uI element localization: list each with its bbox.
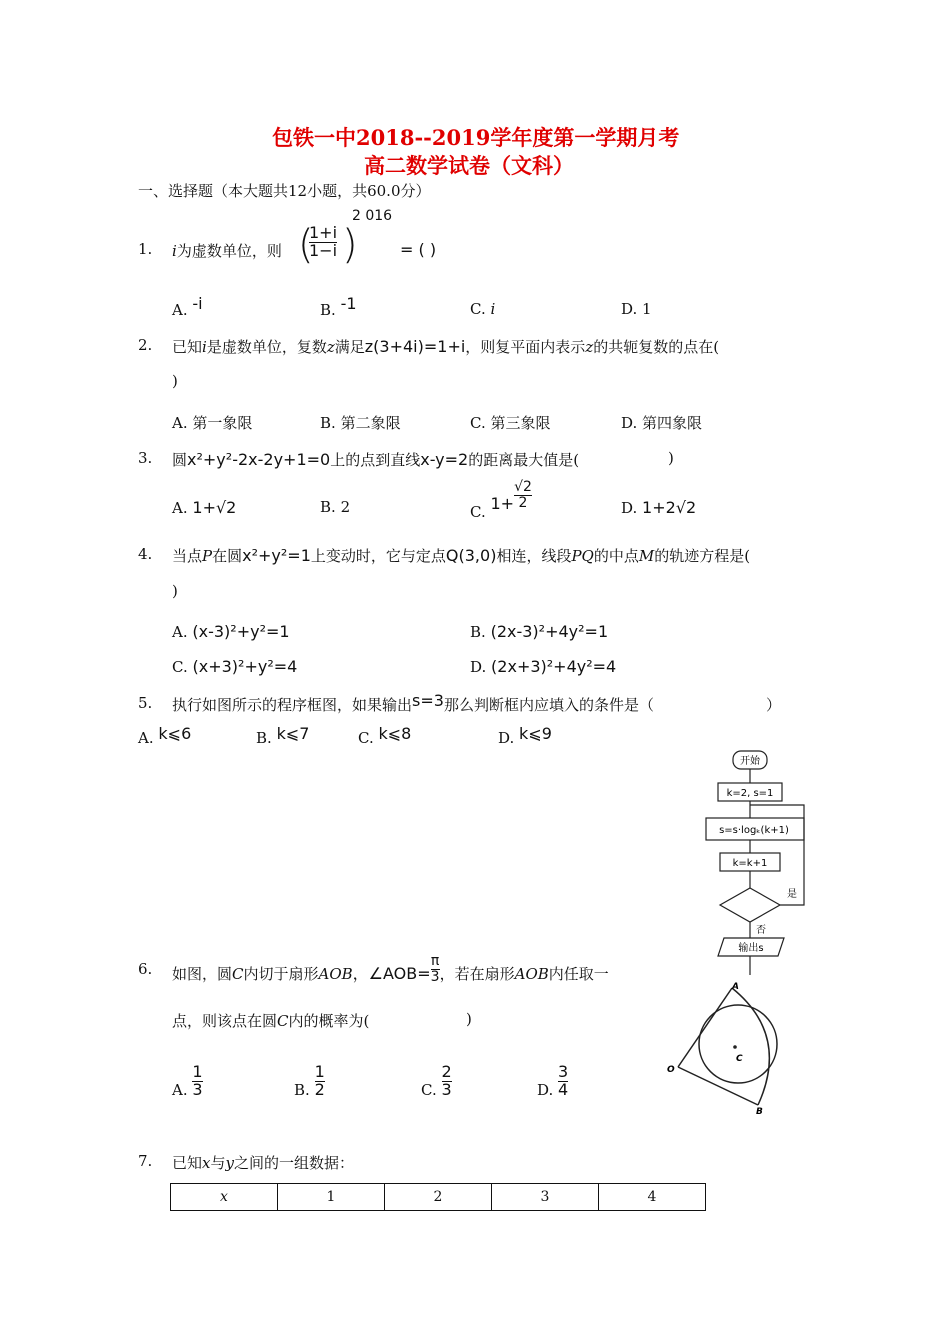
label-a: A — [732, 982, 739, 992]
q1-opt-c-label: C. — [470, 300, 486, 318]
q2-var-z: z — [326, 338, 335, 356]
flow-decision — [720, 888, 780, 922]
q6-opt-c-label: C. — [421, 1081, 437, 1100]
q6-opt-b-label: B. — [294, 1081, 310, 1100]
q6-stem — [172, 953, 609, 990]
q2-opt-a: 第一象限 — [192, 414, 253, 432]
q5-opt-d: k⩽9 — [519, 724, 552, 743]
table-row — [171, 1184, 706, 1211]
title-line-1: 包铁一中2018--2019学年度第一学期月考 — [272, 125, 680, 150]
q2-var-i: i — [202, 338, 207, 356]
q3-equation-line: x-y=2 — [420, 450, 469, 469]
q1-exponent: 2 016 — [352, 208, 393, 224]
q3-text-1: 圆 — [172, 451, 188, 469]
q3-number: 3. — [138, 449, 153, 467]
q4-text-1: 当点 — [172, 547, 203, 565]
q4-text-2: 在圆 — [212, 547, 243, 565]
table-header-x: x — [171, 1184, 278, 1211]
q7-text-1: 已知 — [172, 1154, 203, 1172]
q6-opt-d-den: 4 — [558, 1079, 569, 1099]
q2-equation: z(3+4i)=1+i — [364, 337, 466, 356]
q4-opt-d: (2x+3)²+4y²=4 — [491, 657, 617, 676]
q6-text-1: 如图，圆 — [172, 965, 233, 984]
q6-opt-b-num: 1 — [314, 1062, 325, 1081]
q6-opt-a-num: 1 — [192, 1062, 203, 1081]
q1-frac-den: 1−i — [309, 240, 338, 260]
q3-text-3: 的距离最大值是( — [468, 451, 580, 469]
title-line-2: 高二数学试卷（文科） — [364, 153, 574, 178]
q2-opt-d: 第四象限 — [642, 414, 703, 432]
flow-yes-text: 是 — [787, 889, 797, 900]
q3-opt-c-den: 2 — [518, 494, 528, 511]
q2-number: 2. — [138, 336, 153, 354]
q1-paren-left: ( — [298, 222, 314, 268]
label-c: C — [736, 1054, 743, 1064]
q1-opt-c: i — [490, 300, 496, 318]
q7-data-table — [170, 1183, 706, 1211]
q2-opt-c-label: C. — [470, 414, 486, 432]
q6-opt-d-label: D. — [537, 1081, 554, 1100]
table-cell: 1 — [278, 1184, 385, 1211]
q2-opt-d-label: D. — [621, 414, 638, 432]
q7-stem — [172, 1152, 354, 1173]
flow-start-text: 开始 — [740, 756, 760, 767]
q5-equation: s=3 — [412, 691, 444, 710]
q2-text-3: 满足 — [334, 338, 365, 356]
q6-angle: ，∠AOB= — [352, 964, 431, 984]
q4-opt-d-label: D. — [470, 658, 487, 676]
q6-opt-d — [537, 1064, 568, 1099]
q6-frac-num: π — [430, 953, 440, 969]
q3-close-paren: ) — [668, 449, 674, 467]
q6-frac-den: 3 — [430, 968, 440, 985]
q1-number: 1. — [138, 240, 153, 258]
q1-tail: = ( ) — [400, 240, 437, 259]
q3-opt-c-num: √2 — [514, 479, 532, 495]
q5-close-paren: ） — [766, 696, 782, 714]
q5-opt-b: k⩽7 — [276, 724, 310, 743]
flow-incr-text: k=k+1 — [732, 858, 768, 869]
q3-opt-c-pre: 1+ — [490, 494, 515, 514]
q4-text-3: 上变动时，它与定点 — [310, 547, 446, 565]
circle-center-dot — [733, 1045, 737, 1049]
q7-var-x: x — [202, 1154, 211, 1172]
q4-opt-b-label: B. — [470, 623, 486, 641]
q4-equation-circle: x²+y²=1 — [242, 546, 311, 565]
q5-opt-a-label: A. — [138, 729, 154, 747]
q3-text-2: 上的点到直线 — [330, 451, 421, 469]
q4-number: 4. — [138, 545, 153, 563]
q3-opt-c-label: C. — [470, 503, 486, 522]
q4-opt-c: (x+3)²+y²=4 — [192, 657, 298, 676]
q7-number: 7. — [138, 1152, 153, 1170]
q6-number: 6. — [138, 960, 153, 978]
q5-stem — [172, 691, 654, 715]
q4-var-pq: PQ — [571, 547, 594, 565]
q1-text: 为虚数单位，则 — [176, 242, 282, 260]
q2-stem — [172, 336, 719, 357]
label-o: O — [667, 1065, 675, 1075]
q3-opt-c — [470, 479, 532, 522]
q5-opt-a: k⩽6 — [158, 724, 192, 743]
inscribed-circle — [699, 1005, 777, 1083]
q6-opt-c-num: 2 — [441, 1062, 452, 1081]
flow-no-text: 否 — [756, 925, 766, 936]
sector-radius-oa — [678, 988, 732, 1067]
q2-line2: ) — [172, 372, 178, 390]
q3-opt-a: 1+√2 — [192, 498, 237, 517]
q1-var-i: i — [172, 242, 177, 260]
q5-text-1: 执行如图所示的程序框图，如果输出 — [172, 696, 413, 714]
q7-text-2: 与 — [210, 1154, 226, 1172]
q5-opt-c: k⩽8 — [378, 724, 412, 743]
table-cell: 3 — [492, 1184, 599, 1211]
q5-flowchart — [690, 745, 820, 977]
q5-opt-d-label: D. — [498, 729, 515, 747]
q6-opt-a — [172, 1064, 203, 1099]
q1-fraction — [309, 225, 337, 260]
q1-opt-b: -1 — [340, 294, 357, 313]
flow-output-text: 输出s — [738, 943, 764, 954]
q6-text-5: 内任取一 — [548, 965, 609, 984]
q6-opt-a-den: 3 — [192, 1079, 203, 1099]
q6-opt-b-den: 2 — [314, 1079, 325, 1099]
q6-opt-a-label: A. — [172, 1081, 188, 1100]
table-cell: 4 — [599, 1184, 706, 1211]
q4-opt-a-label: A. — [172, 623, 188, 641]
q6-var-c: C — [232, 965, 244, 984]
q7-text-3: 之间的一组数据： — [233, 1154, 354, 1172]
q2-opt-b-label: B. — [320, 414, 336, 432]
q6-line2-text: 点，则该点在圆 — [172, 1012, 278, 1030]
q6-text-4: ，若在扇形 — [439, 965, 515, 984]
q2-text-2: 是虚数单位，复数 — [206, 338, 327, 356]
q6-opt-c-den: 3 — [441, 1079, 452, 1099]
q6-sector-figure — [660, 975, 810, 1120]
q6-text-2: 内切于扇形 — [243, 965, 319, 984]
q4-point-q: Q(3,0) — [445, 546, 497, 565]
q2-opt-a-label: A. — [172, 414, 188, 432]
q6-line2-var-c: C — [277, 1012, 289, 1030]
q2-opt-c: 第三象限 — [490, 414, 551, 432]
q6-opt-c — [421, 1064, 452, 1099]
q4-stem — [172, 545, 750, 566]
q3-opt-d-label: D. — [621, 499, 638, 517]
q4-opt-c-label: C. — [172, 658, 188, 676]
q6-line2-text-b: 内的概率为( — [288, 1012, 370, 1030]
q6-var-aob: AOB — [318, 965, 353, 984]
q5-text-2: 那么判断框内应填入的条件是（ — [443, 696, 654, 714]
q1-stem — [172, 240, 282, 261]
q2-var-z2: z — [585, 338, 594, 356]
section-heading: 一、选择题（本大题共12小题，共60.0分） — [138, 182, 431, 200]
q6-var-aob2: AOB — [514, 965, 549, 984]
q4-line2: ) — [172, 582, 178, 600]
q6-line2 — [172, 1010, 369, 1031]
flow-init-text: k=2, s=1 — [726, 788, 774, 799]
q1-opt-a-label: A. — [172, 301, 188, 319]
table-cell: 2 — [385, 1184, 492, 1211]
q4-opt-b: (2x-3)²+4y²=1 — [490, 622, 609, 641]
q4-var-m: M — [638, 547, 655, 565]
q6-opt-d-num: 3 — [558, 1062, 569, 1081]
q3-opt-b: 2 — [340, 498, 351, 516]
q3-equation-circle: x²+y²-2x-2y+1=0 — [187, 450, 331, 469]
q3-opt-d: 1+2√2 — [642, 498, 697, 517]
q1-opt-b-label: B. — [320, 301, 336, 319]
q6-opt-b — [294, 1064, 325, 1099]
q4-text-4: 相连，线段 — [496, 547, 572, 565]
q1-opt-a: -i — [192, 294, 203, 313]
q3-stem — [172, 449, 579, 470]
q4-text-5: 的中点 — [593, 547, 639, 565]
q1-paren-right: ) — [342, 222, 358, 268]
q3-opt-b-label: B. — [320, 498, 336, 516]
q1-opt-d-label: D. — [621, 300, 638, 318]
q3-opt-a-label: A. — [172, 499, 188, 517]
q6-close-paren: ) — [466, 1010, 472, 1028]
q2-text-1: 已知 — [172, 338, 203, 356]
q4-opt-a: (x-3)²+y²=1 — [192, 622, 290, 641]
q5-opt-b-label: B. — [256, 729, 272, 747]
q5-opt-c-label: C. — [358, 729, 374, 747]
q4-text-6: 的轨迹方程是( — [654, 547, 751, 565]
q2-opt-b: 第二象限 — [340, 414, 401, 432]
q7-var-y: y — [225, 1154, 234, 1172]
q4-var-p: P — [202, 547, 213, 565]
label-b: B — [756, 1107, 763, 1117]
q2-text-4: ，则复平面内表示 — [465, 338, 586, 356]
q2-text-5: 的共轭复数的点在( — [593, 338, 720, 356]
sector-radius-ob — [678, 1067, 758, 1105]
flow-assign-text: s=s·logₖ(k+1) — [719, 825, 789, 836]
q5-number: 5. — [138, 694, 153, 712]
q1-opt-d: 1 — [642, 300, 652, 318]
q1-frac-num: 1+i — [309, 223, 338, 242]
